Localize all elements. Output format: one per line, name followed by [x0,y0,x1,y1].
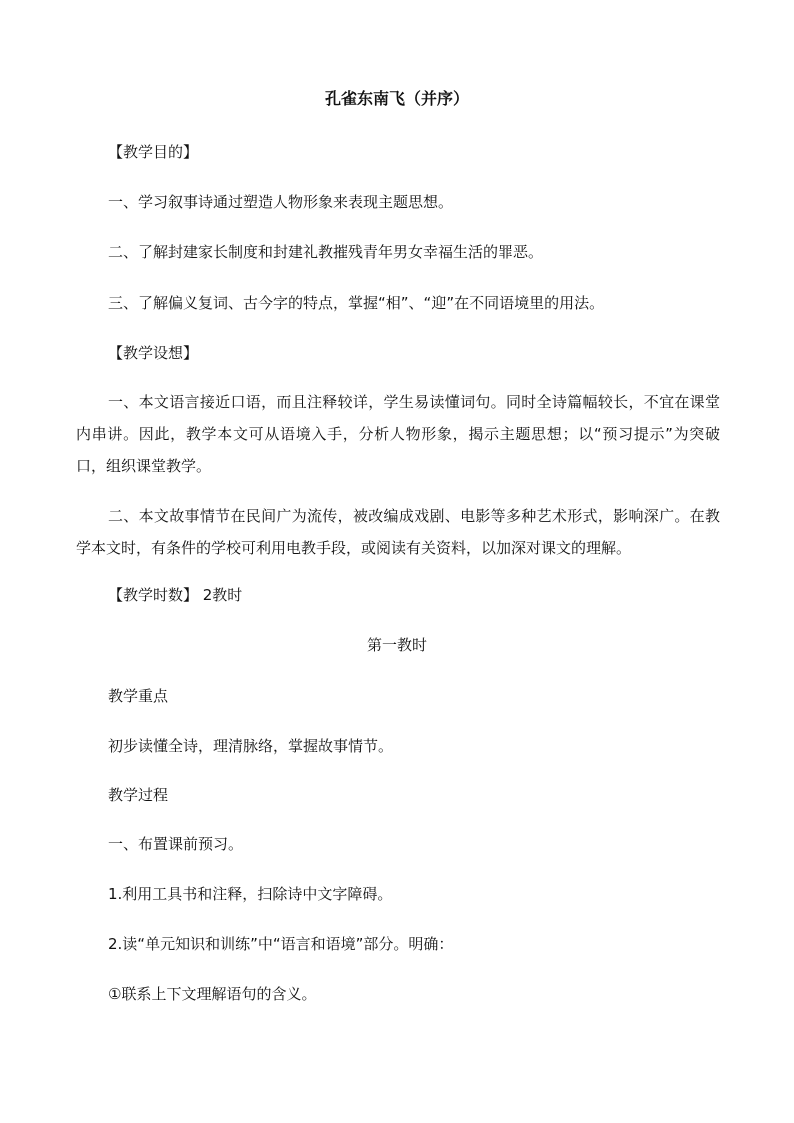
teaching-hours: 【教学时数】 2教时 [108,586,243,604]
design-paragraph-1: 一、本文语言接近口语，而且注释较详，学生易读懂词句。同时全诗篇幅较长，不宜在课堂内串讲。因此，教学本文可从语境入手，分析人物形象，揭示主题思想；以“预习提示”为突破口，组织课堂教学。 [76,393,720,475]
process-label: 教学过程 [108,786,169,804]
focus-label: 教学重点 [108,687,169,705]
objective-item-2: 二、了解封建家长制度和封建礼教摧残青年男女幸福生活的罪恶。 [108,243,544,261]
process-item-2: 1.利用工具书和注释，扫除诗中文字障碍。 [108,885,393,903]
design-heading: 【教学设想】 [108,344,199,362]
process-item-3: 2.读“单元知识和训练”中“语言和语境”部分。明确： [108,935,454,953]
process-item-1: 一、布置课前预习。 [108,835,244,853]
objective-item-3: 三、了解偏义复词、古今字的特点，掌握“相”、“迎”在不同语境里的用法。 [108,294,605,312]
document-title: 孔雀东南飞（并序） [324,89,469,108]
lesson-heading: 第一教时 [366,636,427,654]
objectives-heading: 【教学目的】 [108,143,199,161]
objective-item-1: 一、学习叙事诗通过塑造人物形象来表现主题思想。 [108,193,454,211]
design-paragraph-2: 二、本文故事情节在民间广为流传，被改编成戏剧、电影等多种艺术形式，影响深广。在教学本文时，有条件的学校可利用电教手段，或阅读有关资料，以加深对课文的理解。 [76,507,720,557]
process-item-4: ①联系上下文理解语句的含义。 [108,985,317,1003]
focus-text: 初步读懂全诗，理清脉络，掌握故事情节。 [108,737,394,755]
